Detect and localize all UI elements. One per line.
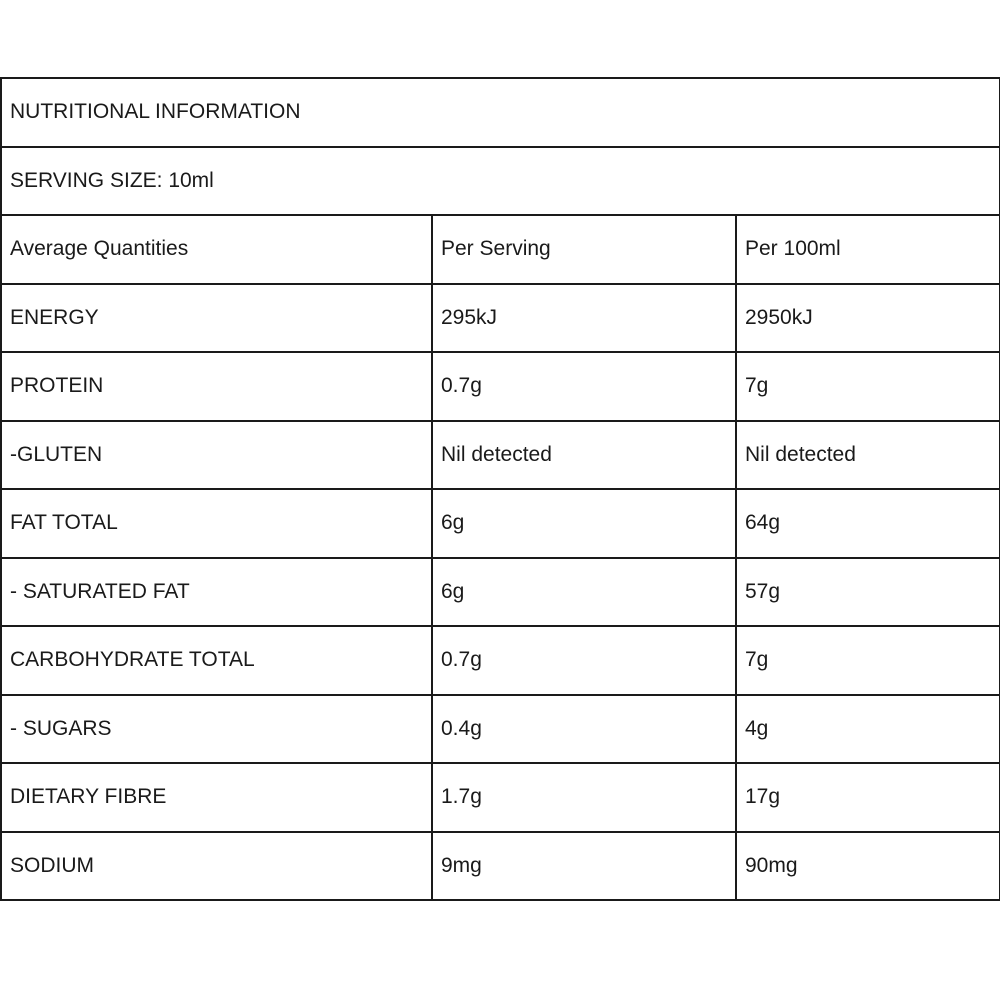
nutrient-name: ENERGY bbox=[1, 284, 432, 353]
per-100ml-value: 17g bbox=[736, 763, 1000, 832]
per-serving-value: 9mg bbox=[432, 832, 736, 901]
per-100ml-value: 90mg bbox=[736, 832, 1000, 901]
nutrient-name: -GLUTEN bbox=[1, 421, 432, 490]
table-row bbox=[1, 489, 1000, 558]
table-row bbox=[1, 284, 1000, 353]
header-row bbox=[1, 215, 1000, 284]
nutrient-name: - SATURATED FAT bbox=[1, 558, 432, 627]
table-row bbox=[1, 626, 1000, 695]
per-serving-value: 295kJ bbox=[432, 284, 736, 353]
per-serving-value: 0.7g bbox=[432, 626, 736, 695]
nutrition-table bbox=[0, 77, 1000, 901]
column-header-per-100ml: Per 100ml bbox=[736, 215, 1000, 284]
per-serving-value: 1.7g bbox=[432, 763, 736, 832]
nutrient-name: SODIUM bbox=[1, 832, 432, 901]
per-100ml-value: 57g bbox=[736, 558, 1000, 627]
serving-size: SERVING SIZE: 10ml bbox=[1, 147, 1000, 216]
table-row bbox=[1, 832, 1000, 901]
per-serving-value: 0.7g bbox=[432, 352, 736, 421]
table-row bbox=[1, 695, 1000, 764]
per-serving-value: 6g bbox=[432, 558, 736, 627]
per-100ml-value: Nil detected bbox=[736, 421, 1000, 490]
column-header-per-serving: Per Serving bbox=[432, 215, 736, 284]
table-row bbox=[1, 352, 1000, 421]
nutrition-table-body bbox=[1, 78, 1000, 900]
panel-title: NUTRITIONAL INFORMATION bbox=[1, 78, 1000, 147]
title-row bbox=[1, 78, 1000, 147]
per-100ml-value: 2950kJ bbox=[736, 284, 1000, 353]
serving-size-row bbox=[1, 147, 1000, 216]
per-100ml-value: 7g bbox=[736, 626, 1000, 695]
table-row bbox=[1, 763, 1000, 832]
nutrient-name: - SUGARS bbox=[1, 695, 432, 764]
per-serving-value: Nil detected bbox=[432, 421, 736, 490]
per-serving-value: 6g bbox=[432, 489, 736, 558]
nutrient-name: PROTEIN bbox=[1, 352, 432, 421]
column-header-nutrient: Average Quantities bbox=[1, 215, 432, 284]
nutrient-name: DIETARY FIBRE bbox=[1, 763, 432, 832]
per-100ml-value: 7g bbox=[736, 352, 1000, 421]
per-serving-value: 0.4g bbox=[432, 695, 736, 764]
per-100ml-value: 64g bbox=[736, 489, 1000, 558]
table-row bbox=[1, 558, 1000, 627]
nutrient-name: FAT TOTAL bbox=[1, 489, 432, 558]
nutrient-name: CARBOHYDRATE TOTAL bbox=[1, 626, 432, 695]
per-100ml-value: 4g bbox=[736, 695, 1000, 764]
table-row bbox=[1, 421, 1000, 490]
